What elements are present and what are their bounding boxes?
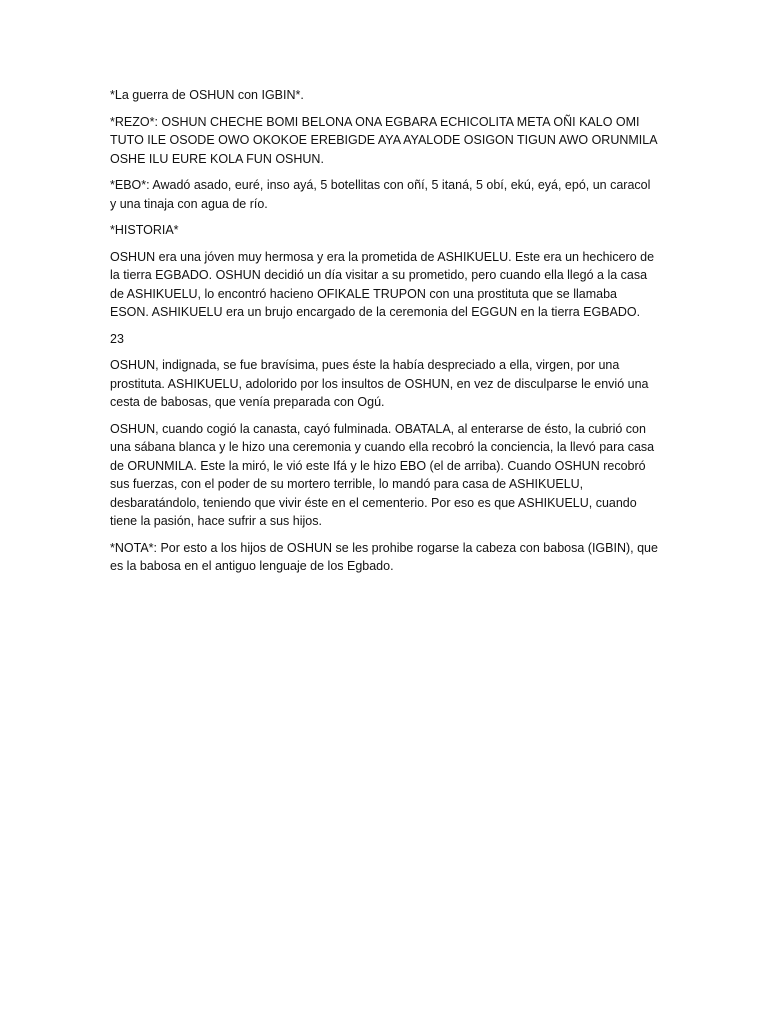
historia-heading: *HISTORIA* bbox=[110, 223, 179, 237]
ebo-paragraph: *EBO*: Awadó asado, euré, inso ayá, 5 botellitas con oñí, 5 itaná, 5 obí, ekú, eyá, epó, un caracol y una tinaja con agua de río. bbox=[110, 178, 651, 211]
document-body bbox=[110, 86, 658, 584]
document-title: *La guerra de OSHUN con IGBIN*. bbox=[110, 88, 304, 102]
nota-paragraph: *NOTA*: Por esto a los hijos de OSHUN se les prohibe rogarse la cabeza con babosa (IGBIN), que es la babosa en el antiguo lenguaje de los Egbado. bbox=[110, 540, 658, 573]
rezo-paragraph: *REZO*: OSHUN CHECHE BOMI BELONA ONA EGBARA ECHICOLITA META OÑI KALO OMI TUTO ILE OSODE OWO OKOKOE EREBIGDE AYA AYALODE OSIGON TIGUN AWO ORUNMILA OSHE ILU EURE KOLA FUN OSHUN. bbox=[110, 114, 657, 166]
historia-paragraph-1: OSHUN era una jóven muy hermosa y era la prometida de ASHIKUELU. Este era un hechicero de la tierra EGBADO. OSHUN decidió un día visitar a su prometido, pero cuando ella llegó a la casa de ASHIKUELU, lo encontró hacieno OFIKALE TRUPON con una prostituta que se llamaba ESON. ASHIKUELU era un brujo encargado de la ceremonia del EGGUN en la tierra EGBADO. bbox=[110, 249, 655, 319]
page-number: 23 bbox=[110, 331, 124, 346]
historia-paragraph-3: OSHUN, cuando cogió la canasta, cayó fulminada. OBATALA, al enterarse de ésto, la cubrió con una sábana blanca y le hizo una ceremonia y cuando ella recobró la conciencia, la llevó para casa de ORUNMILA. Este la miró, le vió este Ifá y le hizo EBO (el de arriba). Cuando OSHUN recobró sus fuerzas, con el poder de su mortero terrible, lo mandó para casa de ASHIKUELU, desbaratándolo, teniendo que vivir éste en el cementerio. Por eso es que ASHIKUELU, cuando tiene la pasión, hace sufrir a sus hijos. bbox=[110, 421, 655, 528]
historia-paragraph-2: OSHUN, indignada, se fue bravísima, pues éste la había despreciado a ella, virgen, por una prostituta. ASHIKUELU, adolorido por los insultos de OSHUN, en vez de disculparse le envió una cesta de babosas, que venía preparada con Ogú. bbox=[110, 358, 649, 409]
